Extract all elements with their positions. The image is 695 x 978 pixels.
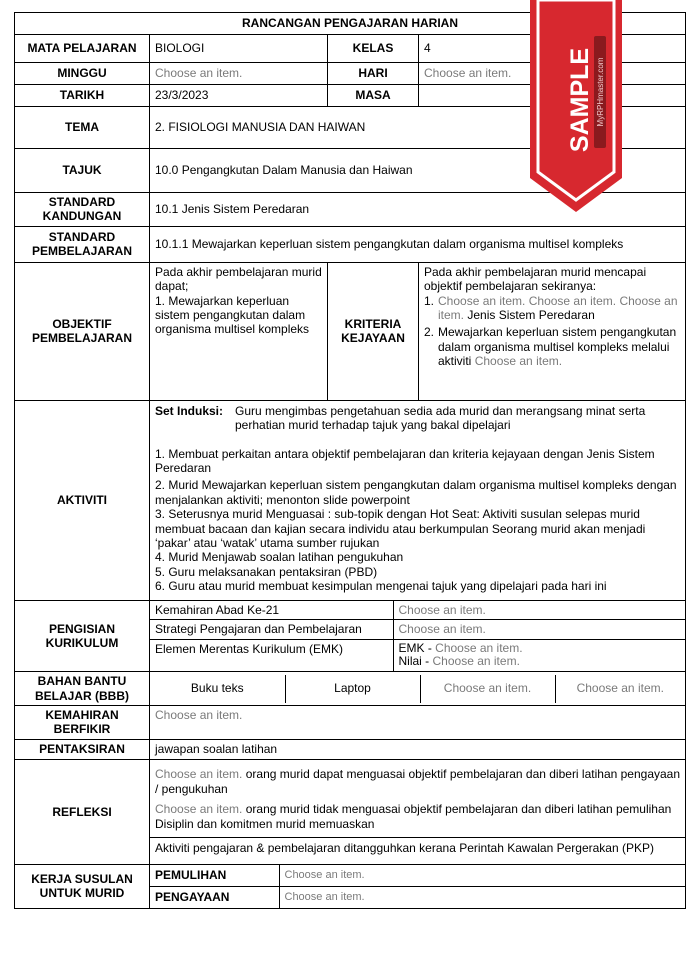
pengisian-row-3: Elemen Merentas Kurikulum (EMK) bbox=[150, 639, 393, 671]
minggu-label: MINGGU bbox=[15, 63, 150, 85]
tarikh-value[interactable]: 23/3/2023 bbox=[150, 85, 328, 107]
bbb-label: BAHAN BANTU BELAJAR (BBB) bbox=[15, 672, 150, 706]
document-title: RANCANGAN PENGAJARAN HARIAN bbox=[15, 13, 686, 35]
set-induksi-label: Set Induksi: bbox=[155, 403, 224, 418]
tajuk-label: TAJUK bbox=[15, 149, 150, 193]
mata-pelajaran-label: MATA PELAJARAN bbox=[15, 35, 150, 63]
aktiviti-cell[interactable] bbox=[150, 400, 686, 600]
nilai-prefix: Nilai - bbox=[398, 654, 433, 669]
pengisian-row-2: Strategi Pengajaran dan Pembelajaran bbox=[150, 620, 393, 639]
pengisian-row-3-values bbox=[393, 639, 685, 671]
kelas-value[interactable]: 4 bbox=[419, 35, 686, 63]
aktiviti-label: AKTIVITI bbox=[15, 400, 150, 600]
standard-pembelajaran-label: STANDARD PEMBELAJARAN bbox=[15, 226, 150, 262]
kemahiran-berfikir-dropdown[interactable]: Choose an item. bbox=[150, 705, 686, 739]
kerja-susulan-cell bbox=[150, 864, 686, 908]
refleksi-line-2-dropdown[interactable]: Choose an item. bbox=[155, 801, 243, 816]
tajuk-value[interactable]: 10.0 Pengangkutan Dalam Manusia dan Haiwan bbox=[150, 149, 686, 193]
emk-prefix: EMK - bbox=[398, 640, 436, 655]
refleksi-line-1-text: orang murid dapat menguasai objektif pembelajaran dan diberi latihan pengayaan / pengukuhan bbox=[155, 766, 681, 797]
objektif-intro: Pada akhir pembelajaran murid dapat; bbox=[155, 264, 322, 294]
hari-dropdown[interactable]: Choose an item. bbox=[419, 63, 686, 85]
pengisian-row-1-dropdown[interactable]: Choose an item. bbox=[393, 601, 685, 620]
pentaksiran-value[interactable]: jawapan soalan latihan bbox=[150, 739, 686, 759]
pengisian-row-1: Kemahiran Abad Ke-21 bbox=[150, 601, 393, 620]
refleksi-line-2-text: orang murid tidak menguasai objektif pembelajaran dan diberi latihan pemulihan Disiplin dan komitmen murid memuaskan bbox=[155, 801, 672, 832]
objektif-cell[interactable] bbox=[150, 262, 328, 400]
kriteria-item-1-dropdown-a[interactable]: Choose an item. bbox=[438, 293, 526, 308]
aktiviti-step-3: 3. Seterusnya murid Menguasai : sub-topik dengan Hot Seat: Aktiviti susulan selepas murid membuat bacaan dan kajian secara individu atau berkumpulan Seorang murid akan menjadi ‘pakar’ atau ‘watak’ utama sumber rujukan bbox=[155, 507, 646, 550]
kriteria-label: KRITERIA KEJAYAAN bbox=[328, 262, 419, 400]
tema-label: TEMA bbox=[15, 107, 150, 149]
refleksi-line-3: Aktiviti pengajaran & pembelajaran ditangguhkan kerana Perintah Kawalan Pergerakan (PKP) bbox=[155, 840, 654, 855]
standard-pembelajaran-value[interactable]: 10.1.1 Mewajarkan keperluan sistem pengangkutan dalam organisma multisel kompleks bbox=[150, 226, 686, 262]
kriteria-item-1: 1. Choose an item. Choose an item. Choose an item. Jenis Sistem Peredaran bbox=[424, 293, 678, 322]
aktiviti-step-2: 2. Murid Mewajarkan keperluan sistem pengangkutan dalam organisma multisel kompleks dengan menjalankan aktiviti; menonton slide powerpoint bbox=[155, 478, 677, 507]
kemahiran-berfikir-label: KEMAHIRAN BERFIKIR bbox=[15, 705, 150, 739]
refleksi-line-1-dropdown[interactable]: Choose an item. bbox=[155, 766, 243, 781]
mata-pelajaran-value[interactable]: BIOLOGI bbox=[150, 35, 328, 63]
pemulihan-dropdown[interactable]: Choose an item. bbox=[279, 865, 685, 887]
emk-dropdown[interactable]: Choose an item. bbox=[435, 640, 523, 655]
kriteria-item-2: 2. Mewajarkan keperluan sistem pengangkutan dalam organisma multisel kompleks melalui aktiviti Choose an item. bbox=[424, 325, 677, 369]
kerja-susulan-label: KERJA SUSULAN UNTUK MURID bbox=[15, 864, 150, 908]
aktiviti-step-1: 1. Membuat perkaitan antara objektif pembelajaran dan kriteria kejayaan dengan Jenis Sistem Peredaran bbox=[155, 446, 655, 475]
hari-label: HARI bbox=[328, 63, 419, 85]
standard-kandungan-value[interactable]: 10.1 Jenis Sistem Peredaran bbox=[150, 193, 686, 227]
kriteria-item-1-dropdown-c[interactable]: Choose an item. bbox=[438, 293, 678, 322]
kriteria-item-1-dropdown-b[interactable]: Choose an item. bbox=[528, 293, 617, 308]
pengisian-cell bbox=[150, 600, 686, 671]
kriteria-cell[interactable] bbox=[419, 262, 686, 400]
pentaksiran-label: PENTAKSIRAN bbox=[15, 739, 150, 759]
refleksi-label: REFLEKSI bbox=[15, 759, 150, 864]
objektif-item-1: 1. Mewajarkan keperluan sistem pengangkutan dalam organisma multisel kompleks bbox=[155, 293, 310, 337]
set-induksi bbox=[155, 404, 680, 433]
pengisian-row-2-dropdown[interactable]: Choose an item. bbox=[393, 620, 685, 639]
bbb-item-2[interactable]: Laptop bbox=[285, 675, 420, 703]
objektif-label: OBJEKTIF PEMBELAJARAN bbox=[15, 262, 150, 400]
kelas-label: KELAS bbox=[328, 35, 419, 63]
kriteria-item-2-dropdown[interactable]: Choose an item. bbox=[474, 354, 563, 369]
pemulihan-label: PEMULIHAN bbox=[150, 865, 279, 887]
refleksi-top bbox=[150, 765, 685, 838]
nilai-dropdown[interactable]: Choose an item. bbox=[432, 654, 520, 669]
refleksi-line-1 bbox=[155, 767, 680, 798]
kriteria-item-2-text: Mewajarkan keperluan sistem pengangkutan dalam organisma multisel kompleks melalui aktiviti bbox=[438, 325, 677, 369]
set-induksi-text: Guru mengimbas pengetahuan sedia ada murid dan merangsang minat serta perhatian murid terhadap tajuk yang bakal dipelajari bbox=[235, 403, 646, 433]
pengayaan-dropdown[interactable]: Choose an item. bbox=[279, 887, 685, 908]
refleksi-line-2 bbox=[155, 802, 680, 833]
sample-ribbon bbox=[528, 0, 624, 212]
aktiviti-step-4: 4. Murid Menjawab soalan latihan pengukuhan bbox=[155, 550, 404, 565]
kriteria-intro: Pada akhir pembelajaran murid mencapai objektif pembelajaran sekiranya: bbox=[424, 264, 647, 294]
pengisian-label: PENGISIAN KURIKULUM bbox=[15, 600, 150, 671]
masa-label: MASA bbox=[328, 85, 419, 107]
ribbon-small-text: MyRPHmaster.com bbox=[596, 57, 605, 127]
refleksi-cell bbox=[150, 759, 686, 864]
kriteria-item-1-text: Jenis Sistem Peredaran bbox=[464, 307, 595, 322]
bbb-item-1[interactable]: Buku teks bbox=[190, 681, 244, 696]
bbb-item-4-dropdown[interactable]: Choose an item. bbox=[576, 681, 664, 696]
standard-kandungan-label: STANDARD KANDUNGAN bbox=[15, 193, 150, 227]
aktiviti-step-5: 5. Guru melaksanakan pentaksiran (PBD) bbox=[155, 564, 378, 579]
ribbon-sample-text: SAMPLE bbox=[566, 47, 594, 153]
aktiviti-step-6: 6. Guru atau murid membuat kesimpulan mengenai tajuk yang dipelajari pada hari ini bbox=[155, 579, 607, 594]
bbb-cell bbox=[150, 672, 686, 706]
tema-value[interactable]: 2. FISIOLOGI MANUSIA DAN HAIWAN bbox=[150, 107, 686, 149]
minggu-dropdown[interactable]: Choose an item. bbox=[150, 63, 328, 85]
pengayaan-label: PENGAYAAN bbox=[150, 887, 279, 908]
bbb-item-3-dropdown[interactable]: Choose an item. bbox=[420, 675, 555, 703]
tarikh-label: TARIKH bbox=[15, 85, 150, 107]
